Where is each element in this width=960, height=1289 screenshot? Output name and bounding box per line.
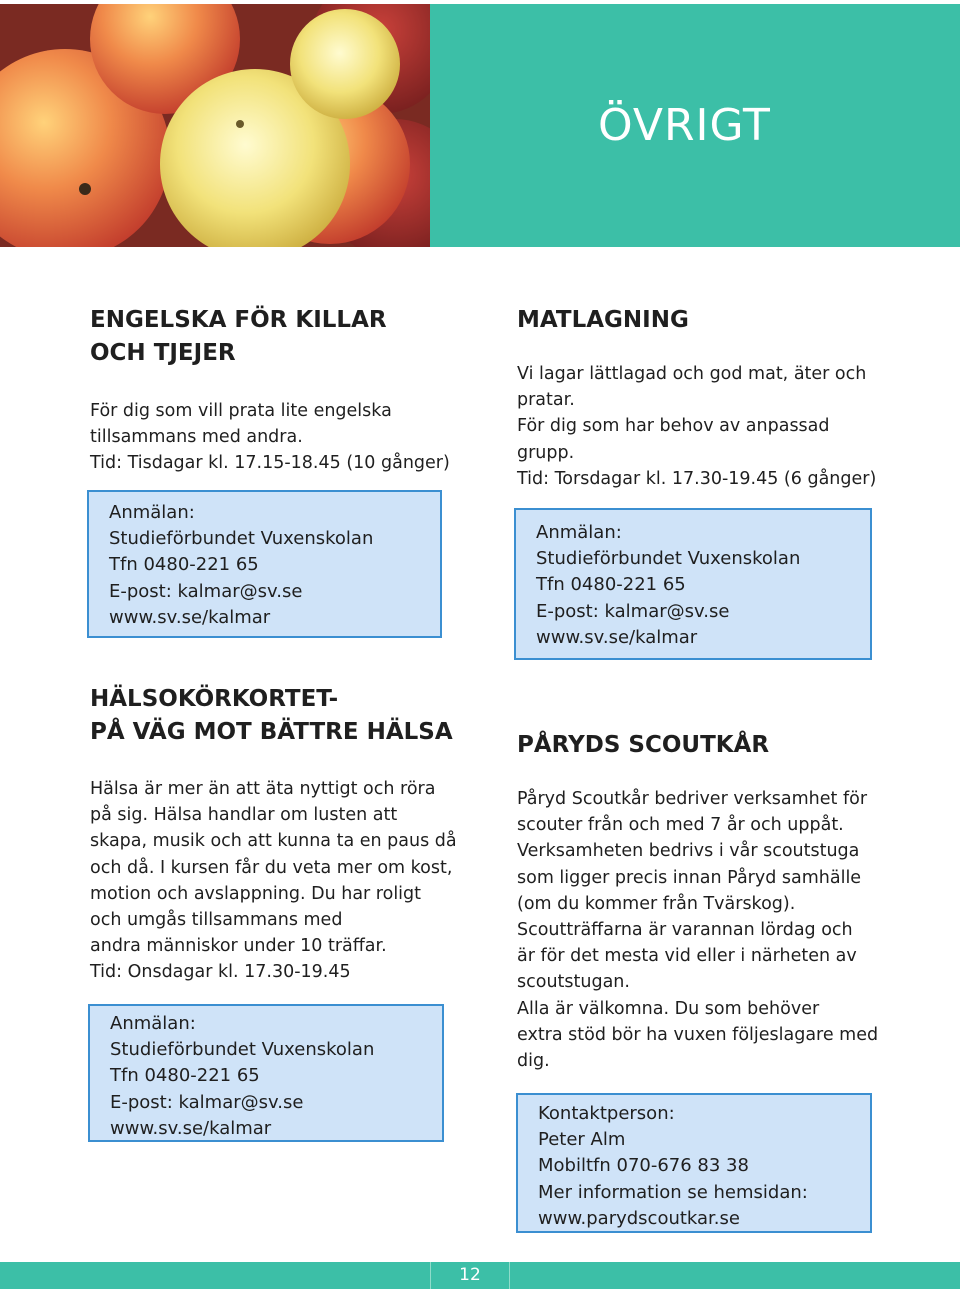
header-banner (430, 4, 960, 247)
body-line: Tid: Tisdagar kl. 17.15-18.45 (10 gånger) (90, 453, 450, 474)
box-line: Tfn 0480-221 65 (109, 554, 259, 576)
body-line: Verksamheten bedrivs i vår scoutstuga (517, 841, 860, 862)
heading-line: OCH TJEJER (90, 340, 236, 366)
body-line: Vi lagar lättlagad och god mat, äter och (517, 364, 867, 384)
body-line: Scoutträffarna är varannan lördag och (517, 920, 853, 941)
body-line: Påryd Scoutkår bedriver verksamhet för (517, 789, 868, 809)
section-heading (90, 304, 470, 370)
box-line: Kontaktperson: (538, 1103, 675, 1124)
section-scoutkar (517, 729, 937, 1074)
body-line: Tid: Onsdagar kl. 17.30-19.45 (90, 962, 351, 983)
heading-line: ENGELSKA FÖR KILLAR (90, 307, 387, 333)
body-line: Hälsa är mer än att äta nyttigt och röra (90, 779, 436, 799)
body-line: skapa, musik och att kunna ta en paus då (90, 831, 457, 852)
heading-line: HÄLSOKÖRKORTET- (90, 686, 339, 712)
body-line: (om du kommer från Tvärskog). (517, 893, 796, 914)
body-line: Alla är välkomna. Du som behöver (517, 998, 820, 1019)
box-line: Studieförbundet Vuxenskolan (536, 548, 801, 570)
heading-line: MATLAGNING (517, 307, 689, 333)
box-line: Studieförbundet Vuxenskolan (110, 1039, 375, 1061)
body-line: och umgås tillsammans med (90, 910, 343, 931)
body-line: dig. (517, 1051, 550, 1072)
box-line: Mer information se hemsidan: (538, 1181, 808, 1203)
section-halsokorkortet (90, 683, 480, 986)
section-body (517, 361, 937, 492)
section-heading (517, 729, 937, 762)
website-link[interactable]: www.sv.se/kalmar (536, 626, 698, 648)
heading-line: PÅ VÄG MOT BÄTTRE HÄLSA (90, 719, 453, 745)
body-line: är för det mesta vid eller i närheten av (517, 946, 857, 967)
body-line: scouter från och med 7 år och uppåt. (517, 815, 844, 836)
section-engelska (90, 304, 470, 477)
website-link[interactable]: www.sv.se/kalmar (110, 1117, 272, 1139)
box-line: Anmälan: (109, 502, 195, 523)
website-link[interactable]: www.sv.se/kalmar (109, 606, 271, 628)
contact-box-matlagning (514, 508, 872, 660)
section-matlagning (517, 304, 937, 492)
body-line: pratar. (517, 390, 575, 411)
body-line: För dig som vill prata lite engelska (90, 401, 392, 421)
contact-box-engelska (87, 490, 442, 638)
website-link[interactable]: www.parydscoutkar.se (538, 1207, 740, 1229)
box-line: Anmälan: (536, 522, 622, 543)
body-line: Tid: Torsdagar kl. 17.30-19.45 (6 gånger) (517, 468, 877, 489)
body-line: grupp. (517, 442, 575, 463)
body-line: och då. I kursen får du veta mer om kost, (90, 857, 453, 878)
box-line: Anmälan: (110, 1013, 196, 1034)
body-line: andra människor under 10 träffar. (90, 936, 387, 957)
body-line: För dig som har behov av anpassad (517, 416, 830, 437)
email-link[interactable]: E-post: kalmar@sv.se (109, 580, 303, 602)
body-line: extra stöd bör ha vuxen följeslagare med (517, 1024, 879, 1045)
section-heading (517, 304, 937, 337)
body-line: scoutstugan. (517, 972, 630, 993)
box-line: Peter Alm (538, 1129, 626, 1151)
body-line: på sig. Hälsa handlar om lusten att (90, 805, 398, 826)
section-body (90, 776, 480, 986)
body-line: motion och avslappning. Du har roligt (90, 883, 422, 904)
email-link[interactable]: E-post: kalmar@sv.se (110, 1091, 304, 1113)
page-number: 12 (430, 1262, 510, 1289)
heading-line: PÅRYDS SCOUTKÅR (517, 732, 770, 758)
box-line: Tfn 0480-221 65 (536, 574, 686, 596)
body-line: tillsammans med andra. (90, 427, 303, 448)
phone-number: Mobiltfn 070-676 83 38 (538, 1155, 749, 1177)
apples-illustration (0, 4, 430, 247)
section-heading (90, 683, 480, 749)
apples-photo (0, 4, 430, 247)
contact-box-halsokorkortet (88, 1004, 444, 1142)
body-line: som ligger precis innan Påryd samhälle (517, 867, 862, 888)
box-line: Studieförbundet Vuxenskolan (109, 528, 374, 550)
box-line: Tfn 0480-221 65 (110, 1065, 260, 1087)
email-link[interactable]: E-post: kalmar@sv.se (536, 600, 730, 622)
page-title: ÖVRIGT (598, 100, 771, 151)
contact-box-scoutkar (516, 1093, 872, 1233)
section-body (90, 398, 470, 477)
section-body (517, 786, 937, 1074)
